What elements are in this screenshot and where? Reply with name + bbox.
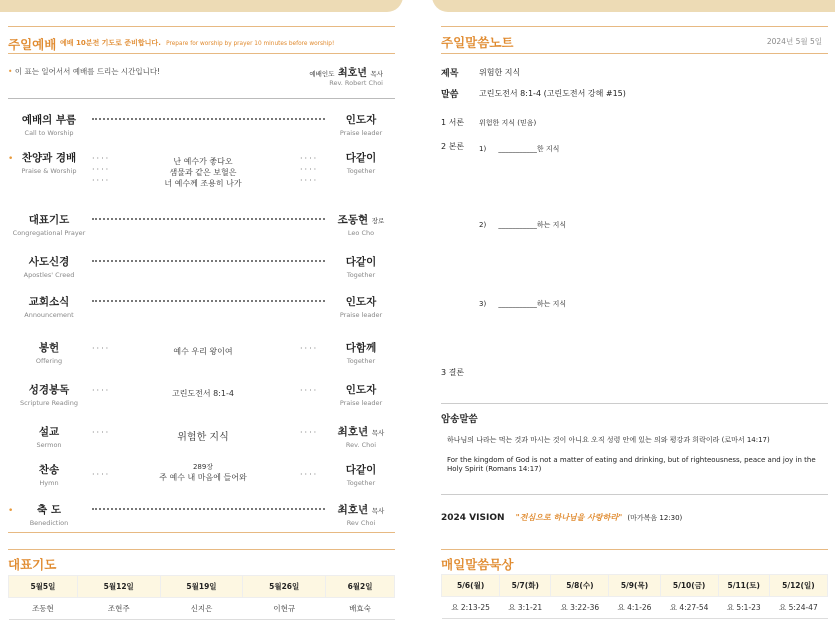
prayer-name: 조동현 (9, 598, 78, 620)
prayer-schedule-table (8, 575, 395, 620)
order-line: 예수 우리 왕이여 (173, 347, 233, 356)
order-leader-en: Praise leader (339, 311, 383, 319)
vision-motto: "전심으로 하나님을 사랑하라" (515, 513, 623, 522)
notes-panel (441, 0, 828, 626)
divider (8, 98, 395, 99)
divider (441, 53, 828, 54)
dot-leader: ···· (92, 344, 111, 353)
vision-line (441, 505, 682, 524)
leader-name: 다같이 (345, 152, 377, 164)
point-num: 3) (479, 300, 487, 308)
order-name (8, 254, 90, 279)
order-name-en: Announcement (24, 311, 74, 319)
order-name (8, 382, 90, 407)
order-name (8, 112, 90, 137)
order-name (8, 502, 90, 527)
order-line: 고린도전서 8:1-4 (171, 389, 235, 398)
intro-text: 위험한 지식 (믿음) (479, 119, 537, 127)
order-name-en: Sermon (36, 441, 62, 449)
dot-leader: ···· (300, 428, 319, 437)
order-name (8, 294, 90, 319)
order-leader-en: Together (346, 357, 376, 365)
daily-title: 매일말씀묵상 (441, 557, 514, 572)
point-num: 2) (479, 221, 487, 229)
preacher-name: 최호년 (337, 68, 367, 79)
dot-leader: ···· (300, 470, 319, 479)
order-leader-ko (335, 112, 387, 127)
order-leader (335, 382, 387, 407)
preacher-role: 예배인도 (309, 70, 335, 78)
subject: 위험한 지식 (479, 68, 521, 77)
point-suffix: 하는 지식 (536, 300, 567, 308)
order-leader (335, 294, 387, 319)
leader-name: 다같이 (345, 256, 377, 268)
order-name (8, 462, 90, 487)
order-line: 위험한 지식 (177, 432, 229, 443)
order-name (8, 212, 90, 237)
order-leader-ko (335, 212, 387, 227)
order-leader (335, 340, 387, 365)
daily-date: 5/8(수) (551, 575, 609, 597)
order-name-en: Offering (35, 357, 63, 365)
order-row (8, 340, 395, 380)
leader-title: 목사 (371, 507, 385, 515)
point-blank: ___________ (498, 221, 537, 229)
order-leader-ko (335, 502, 387, 517)
prayer-body-row (9, 598, 395, 620)
order-row (8, 212, 395, 252)
prayer-name: 조현주 (77, 598, 160, 620)
order-name (8, 340, 90, 365)
vision-label: 2024 VISION (441, 513, 505, 523)
order-name-ko: 설교 (38, 426, 60, 438)
leader-name: 다같이 (345, 464, 377, 476)
notes-title: 주일말씀노트 (441, 35, 514, 50)
order-line: 난 예수가 좋다오 (173, 157, 233, 166)
order-leader (335, 112, 387, 137)
point-num: 1) (479, 145, 487, 153)
order-leader-ko (335, 150, 387, 165)
daily-ref: 요 3:22-36 (551, 597, 609, 619)
dot-leader: ···· (92, 165, 111, 174)
daily-body-row (442, 597, 828, 619)
leader-title: 장로 (371, 217, 385, 225)
order-name-en: Praise & Worship (21, 167, 77, 175)
prayer-date: 5월26일 (243, 576, 326, 598)
order-row (8, 382, 395, 422)
order-name (8, 424, 90, 449)
conclusion-label: 3 결론 (441, 368, 465, 377)
order-row (8, 294, 395, 334)
memory-ko: 하나님의 나라는 먹는 것과 마시는 것이 아니요 오직 성령 안에 있는 의와 평강과 희락이라 (로마서 14:17) (447, 436, 770, 444)
order-leader (335, 502, 387, 527)
prayer-date: 6월2일 (326, 576, 395, 598)
daily-head-row (442, 575, 828, 597)
worship-panel (8, 0, 395, 626)
order-leader (335, 150, 387, 175)
order-name-ko: 축 도 (37, 504, 61, 516)
intro-label: 1 서론 (441, 118, 465, 127)
daily-date: 5/9(목) (609, 575, 660, 597)
verse-label: 말씀 (441, 90, 459, 100)
dot-leader (92, 300, 325, 302)
dot-leader: ···· (92, 470, 111, 479)
prayer-title: 대표기도 (8, 557, 57, 572)
daily-date: 5/10(금) (660, 575, 718, 597)
order-leader-ko (335, 424, 387, 439)
divider (441, 494, 828, 495)
order-name-ko: 사도신경 (28, 256, 70, 268)
order-row (8, 424, 395, 464)
prayer-date: 5월5일 (9, 576, 78, 598)
leader-name: 다함께 (345, 342, 377, 354)
order-name (8, 150, 90, 175)
vision-ref: (마가복음 12:30) (627, 514, 683, 522)
order-name-en: Benediction (29, 519, 69, 527)
prayer-date: 5월12일 (77, 576, 160, 598)
divider (8, 532, 395, 533)
order-leader-ko (335, 340, 387, 355)
order-line: 289장 (192, 463, 214, 471)
daily-date: 5/12(일) (769, 575, 827, 597)
prayer-head-row (9, 576, 395, 598)
order-leader-en: Together (346, 479, 376, 487)
order-name-ko: 교회소식 (28, 296, 70, 308)
notes-date: 2024년 5월 5일 (766, 37, 822, 46)
order-leader-ko (335, 462, 387, 477)
leader-name: 인도자 (345, 296, 377, 308)
memory-en: For the kingdom of God is not a matter of eating and drinking, but of righteousness, peace and joy in the Holy Spirit (Romans 14:17) (447, 456, 816, 473)
order-name-en: Apostles' Creed (23, 271, 75, 279)
daily-date: 5/11(토) (718, 575, 769, 597)
dot-leader: ···· (92, 428, 111, 437)
order-leader-en: Together (346, 271, 376, 279)
note-bullet: • (8, 67, 13, 76)
row-bullet: • (8, 154, 14, 164)
order-name-en: Call to Worship (24, 129, 74, 137)
order-leader-en: Leo Cho (347, 229, 375, 237)
subject-label: 제목 (441, 69, 459, 79)
verse: 고린도전서 8:1-4 (고린도전서 강해 #15) (479, 89, 626, 98)
order-line: 너 예수께 조용히 나가 (164, 179, 242, 188)
daily-ref: 요 4:27-54 (660, 597, 718, 619)
order-leader-ko (335, 382, 387, 397)
dot-leader: ···· (300, 344, 319, 353)
prepare-en: Prepare for worship by prayer 10 minutes before worship! (166, 41, 335, 47)
point-suffix: 하는 지식 (536, 221, 567, 229)
standing-note (8, 66, 160, 77)
order-leader-en: Rev. Choi (345, 441, 377, 449)
order-leader (335, 462, 387, 487)
order-row (8, 112, 395, 152)
order-name-ko: 예배의 부름 (21, 114, 77, 126)
order-leader-ko (335, 294, 387, 309)
daily-table (441, 574, 828, 619)
point-3 (479, 299, 566, 309)
order-name-ko: 찬양과 경배 (21, 152, 77, 164)
prayer-date: 5월19일 (160, 576, 243, 598)
prepare-ko: 예배 10분전 기도로 준비합니다. (60, 39, 161, 47)
prepare-text (60, 38, 334, 48)
dot-leader (92, 260, 325, 262)
leader-name: 인도자 (345, 384, 377, 396)
divider (441, 549, 828, 550)
divider (441, 26, 828, 27)
point-suffix: 한 지식 (536, 145, 560, 153)
daily-ref: 요 5:1-23 (718, 597, 769, 619)
order-name-en: Hymn (39, 479, 59, 487)
dot-leader: ···· (92, 386, 111, 395)
dot-leader: ···· (300, 176, 319, 185)
preacher-block (309, 64, 383, 87)
order-row (8, 254, 395, 294)
point-blank: ___________ (498, 300, 537, 308)
point-1 (479, 144, 559, 154)
dot-leader: ···· (92, 176, 111, 185)
body-label: 2 본론 (441, 142, 465, 151)
preacher-title: 목사 (370, 70, 383, 78)
daily-ref: 요 2:13-25 (442, 597, 500, 619)
dot-leader: ···· (300, 154, 319, 163)
dot-leader: ···· (92, 154, 111, 163)
order-leader-en: Praise leader (339, 129, 383, 137)
divider (8, 53, 395, 54)
dot-leader (92, 508, 325, 510)
order-name-en: Congregational Prayer (12, 229, 86, 237)
daily-ref: 요 5:24-47 (769, 597, 827, 619)
order-row (8, 502, 395, 542)
divider (8, 549, 395, 550)
daily-date: 5/6(월) (442, 575, 500, 597)
preacher (309, 64, 383, 79)
point-blank: ___________ (498, 145, 537, 153)
point-2 (479, 220, 566, 230)
daily-date: 5/7(화) (500, 575, 551, 597)
worship-title: 주일예배 (8, 37, 57, 52)
order-leader-en: Rev Choi (346, 519, 376, 527)
order-name-ko: 봉헌 (38, 342, 60, 354)
order-name-ko: 대표기도 (28, 214, 70, 226)
order-name-en: Scripture Reading (20, 399, 78, 407)
order-row (8, 150, 395, 190)
leader-name: 최호년 (337, 426, 369, 438)
prayer-name: 배효숙 (326, 598, 395, 620)
divider (441, 403, 828, 404)
order-line: 샘물과 같은 보혈은 (169, 168, 237, 177)
daily-ref: 요 3:1-21 (500, 597, 551, 619)
dot-leader (92, 218, 325, 220)
preacher-en: Rev. Robert Choi (329, 79, 383, 87)
leader-title: 목사 (371, 429, 385, 437)
order-leader-en: Together (346, 167, 376, 175)
divider (8, 26, 395, 27)
standing-note-text: 이 표는 일어서서 예배를 드리는 시간입니다! (14, 67, 161, 76)
order-leader (335, 254, 387, 279)
order-leader-en: Praise leader (339, 399, 383, 407)
dot-leader (92, 118, 325, 120)
prayer-name: 이현규 (243, 598, 326, 620)
memory-title: 암송말씀 (441, 414, 478, 425)
order-leader (335, 424, 387, 449)
order-row (8, 462, 395, 502)
dot-leader: ···· (300, 165, 319, 174)
order-leader (335, 212, 387, 237)
order-name-ko: 찬송 (38, 464, 60, 476)
order-leader-ko (335, 254, 387, 269)
leader-name: 조동현 (337, 214, 369, 226)
daily-ref: 요 4:1-26 (609, 597, 660, 619)
dot-leader: ···· (300, 386, 319, 395)
order-name-ko: 성경봉독 (28, 384, 70, 396)
leader-name: 인도자 (345, 114, 377, 126)
leader-name: 최호년 (337, 504, 369, 516)
row-bullet: • (8, 506, 14, 516)
order-line: 주 예수 내 마음에 들어와 (159, 473, 247, 482)
prayer-name: 신지은 (160, 598, 243, 620)
